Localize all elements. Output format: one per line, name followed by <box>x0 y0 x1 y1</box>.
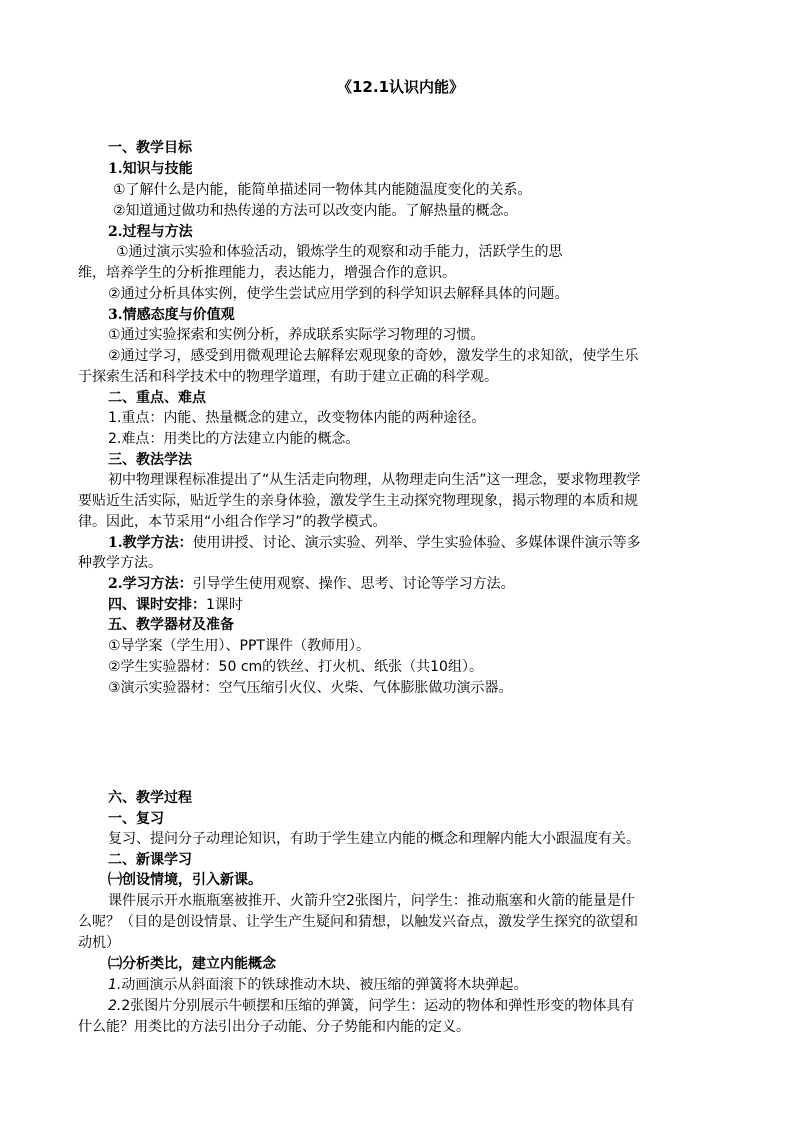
text-line: 一、复习 <box>108 811 164 827</box>
text-line: 初中物理课程标准提出了“从生活走向物理，从物理走向生活”这一理念，要求物理教学 <box>108 472 641 488</box>
text-line: ②学生实验器材：50 cm的铁丝、打火机、纸张（共10组）。 <box>108 659 483 675</box>
text-line: 二、重点、难点 <box>108 390 206 406</box>
text-line: ①导学案（学生用）、PPT课件（教师用）。 <box>108 638 370 654</box>
text-line: ①了解什么是内能，能简单描述同一物体其内能随温度变化的关系。 <box>113 182 532 198</box>
text-line: 律。因此，本节采用“小组合作学习”的教学模式。 <box>78 514 387 530</box>
text-line: 三、教法学法 <box>108 452 192 468</box>
text-line: 六、教学过程 <box>108 790 192 806</box>
text-line: ③演示实验器材：空气压缩引火仪、火柴、气体膨胀做功演示器。 <box>108 680 513 696</box>
text-line: 2.学习方法：引导学生使用观察、操作、思考、讨论等学习方法。 <box>108 576 515 592</box>
text-line: 要贴近生活实际，贴近学生的亲身体验，激发学生主动探究物理现象，揭示物理的本质和规 <box>78 493 638 509</box>
text-line: 二、新课学习 <box>108 852 192 868</box>
text-line: 3.情感态度与价值观 <box>108 307 235 323</box>
text-line: 一、教学目标 <box>108 140 192 156</box>
text-line: 五、教学器材及准备 <box>108 617 234 633</box>
text-line: ②通过分析具体实例，使学生尝试应用学到的科学知识去解释具体的问题。 <box>108 286 569 302</box>
text-line: 2.难点：用类比的方法建立内能的概念。 <box>108 431 360 447</box>
text-line: ㈠创设情境，引入新课。 <box>108 872 262 888</box>
text-line: ②知道通过做功和热传递的方法可以改变内能。了解热量的概念。 <box>113 203 518 219</box>
page-title: 《12.1认识内能》 <box>337 78 465 96</box>
text-line: 种教学方法。 <box>78 555 162 571</box>
text-line: 1.知识与技能 <box>108 161 193 177</box>
text-line: 于探索生活和科学技术中的物理学道理，有助于建立正确的科学观。 <box>78 369 498 385</box>
text-line: 四、课时安排：1课时 <box>108 597 243 613</box>
text-line: 维，培养学生的分析推理能力，表达能力，增强合作的意识。 <box>78 265 456 281</box>
text-line: 复习、提问分子动理论知识，有助于学生建立内能的概念和理解内能大小跟温度有关。 <box>108 831 640 847</box>
text-line: 2.过程与方法 <box>108 224 193 240</box>
text-line: ②通过学习，感受到用微观理论去解释宏观现象的奇妙，激发学生的求知欲，使学生乐 <box>108 348 639 364</box>
text-line: 2.2张图片分别展示牛顿摆和压缩的弹簧，问学生：运动的物体和弹性形变的物体具有 <box>108 998 635 1014</box>
text-line: 1.重点：内能、热量概念的建立，改变物体内能的两种途径。 <box>108 410 486 426</box>
text-line: ㈡分析类比，建立内能概念 <box>108 956 276 972</box>
text-line: 动机） <box>78 935 120 951</box>
text-line: 么呢？（目的是创设情景、让学生产生疑问和猜想，以触发兴奋点，激发学生探究的欲望和 <box>78 914 638 930</box>
text-line: 什么能？用类比的方法引出分子动能、分子势能和内能的定义。 <box>78 1019 470 1035</box>
text-line: 1.教学方法：使用讲授、讨论、演示实验、列举、学生实验体验、多媒体课件演示等多 <box>108 535 641 551</box>
text-line: 1.动画演示从斜面滚下的铁球推动木块、被压缩的弹簧将木块弹起。 <box>108 977 528 993</box>
text-line: 课件展示开水瓶瓶塞被推开、火箭升空2张图片，问学生：推动瓶塞和火箭的能量是什 <box>108 893 635 909</box>
text-line: ①通过演示实验和体验活动，锻炼学生的观察和动手能力，活跃学生的思 <box>116 244 563 260</box>
text-line: ①通过实验探索和实例分析，养成联系实际学习物理的习惯。 <box>108 327 485 343</box>
